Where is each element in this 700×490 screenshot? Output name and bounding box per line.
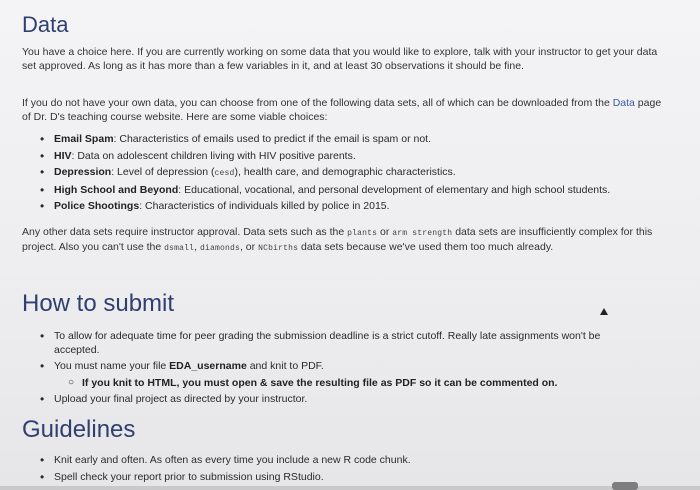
ncbirths-code: NCbirths [258, 243, 299, 253]
bullet-icon: • [40, 132, 45, 146]
p3-text-f: data sets because we've used them too much already. [298, 240, 554, 253]
bullet-icon: • [40, 469, 45, 484]
diamonds-code: diamonds [199, 243, 240, 253]
dataset-title: HIV [54, 149, 72, 162]
bullet-icon: • [40, 359, 45, 373]
bullet-icon: • [40, 392, 45, 406]
list-item-naming [38, 360, 638, 374]
list-item-spellcheck [38, 471, 638, 485]
upload-text: Upload your final project as directed by your instructor. [54, 393, 308, 405]
list-item-high-school [38, 184, 638, 198]
p3-text-d: , [194, 240, 200, 253]
bullet-icon: • [40, 165, 45, 179]
list-item-knit [38, 454, 638, 468]
dataset-desc-before: : Level of depression ( [111, 166, 215, 178]
dataset-title: High School and Beyond [54, 183, 179, 196]
dataset-title: Depression [54, 166, 112, 178]
dataset-list [38, 133, 638, 217]
naming-text-before: You must name your file [54, 360, 170, 372]
list-item-deadline [38, 330, 638, 357]
how-to-submit-heading: How to submit [22, 290, 175, 317]
knit-text: Knit early and often. As often as every time you include a new R code chunk. [54, 454, 411, 466]
data-intro-paragraph: You have a choice here. If you are currently working on some data that you would like to explore, talk with your instructor to get your data set approved. As long as it has more than a few variables in it, and at least 30 observations it should be fine. [22, 46, 658, 72]
bullet-icon: • [40, 148, 45, 163]
list-item-html-note [38, 377, 638, 391]
bottom-scrollbar[interactable] [0, 486, 700, 490]
bullet-icon: • [40, 199, 45, 213]
list-item-upload [38, 393, 638, 407]
p3-text-c: data sets are insufficiently complex for this project. Also you can't use the [22, 226, 653, 253]
guidelines-list [38, 454, 638, 487]
dataset-desc: : Characteristics of individuals killed by police in 2015. [139, 200, 390, 212]
dataset-desc: : Data on adolescent children living with HIV positive parents. [71, 149, 356, 162]
dsmall-code: dsmall [164, 243, 195, 253]
dataset-desc-after: ), health care, and demographic characteristics. [234, 166, 456, 178]
bullet-icon: • [40, 453, 45, 467]
dataset-title: Police Shootings [54, 200, 140, 212]
circle-bullet-icon: ○ [68, 376, 75, 388]
data-choices-paragraph [22, 97, 662, 124]
guidelines-heading: Guidelines [22, 416, 136, 443]
arm-strength-code: arm strength [392, 229, 453, 238]
scrollbar-thumb[interactable] [612, 482, 638, 490]
data-heading: Data [22, 12, 69, 37]
list-item-email-spam [38, 133, 638, 147]
dataset-title: Email Spam [54, 133, 114, 145]
p3-text-a: Any other data sets require instructor approval. Data sets such as the [22, 226, 348, 238]
data-page-link[interactable]: Data [612, 97, 635, 109]
cesd-code: cesd [214, 169, 235, 178]
p2-text-before: If you do not have your own data, you can choose from one of the following data sets, all of which can be downloaded from the [22, 97, 613, 109]
list-item-police-shootings [38, 200, 638, 214]
dataset-desc: : Educational, vocational, and personal development of elementary and high school students. [178, 183, 611, 196]
deadline-text: To allow for adequate time for peer grading the submission deadline is a strict cutoff. Really late assignments won't be accepted. [54, 330, 601, 356]
p2-text-after: page of Dr. D's teaching course website. Here are some viable choices: [22, 97, 662, 123]
bullet-icon: • [40, 182, 45, 197]
plants-code: plants [347, 229, 378, 238]
list-item-depression [38, 166, 638, 181]
filename-bold: EDA_username [169, 360, 247, 372]
submit-list [38, 330, 638, 410]
p3-text-b: or [377, 226, 393, 238]
mouse-cursor-icon [600, 308, 608, 315]
naming-text-after: and knit to PDF. [246, 360, 324, 372]
p3-text-e: , or [239, 240, 259, 253]
list-item-hiv [38, 150, 638, 164]
bullet-icon: • [40, 329, 45, 343]
html-note-text: If you knit to HTML, you must open & save the resulting file as PDF so it can be commented on. [82, 376, 558, 389]
spellcheck-text: Spell check your report prior to submission using RStudio. [54, 470, 324, 483]
other-datasets-paragraph [22, 226, 662, 255]
dataset-desc: : Characteristics of emails used to predict if the email is spam or not. [113, 133, 431, 145]
